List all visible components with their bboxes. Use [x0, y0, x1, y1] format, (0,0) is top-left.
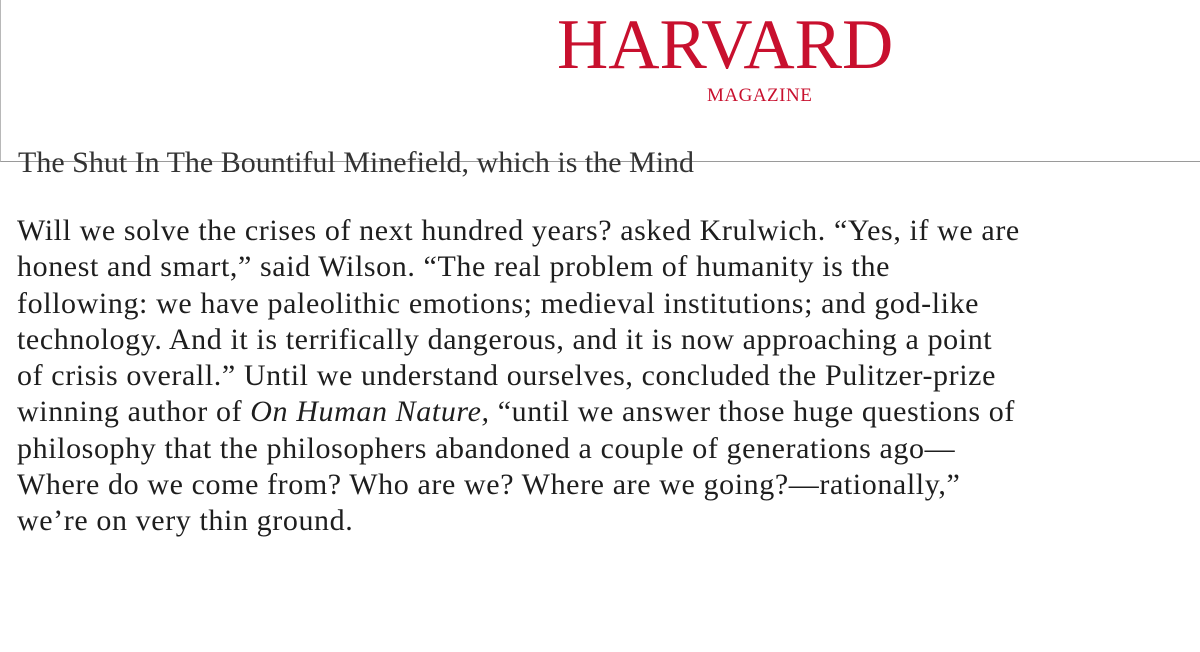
article-line: Where do we come from? Who are we? Where are we going?—rationally,” [17, 468, 961, 502]
article-line: of crisis overall.” Until we understand ourselves, concluded the Pulitzer-prize [17, 359, 996, 393]
book-title: On Human Nature, [250, 395, 490, 429]
article-line: philosophy that the philosophers abandoned a couple of generations ago— [17, 431, 956, 465]
logo-title: HARVARD [557, 6, 894, 84]
article-line: we’re on very thin ground. [17, 504, 354, 538]
article-line: honest and smart,” said Wilson. “The real problem of humanity is the [17, 250, 891, 284]
article-line: technology. And it is terrifically dangerous, and it is now approaching a point [17, 322, 993, 356]
logo-subtitle: MAGAZINE [707, 85, 813, 106]
harvard-magazine-logo[interactable] [557, 6, 997, 106]
cutoff-text-line: The Shut In The Bountiful Minefield, which is the Mind [18, 146, 695, 179]
article-paragraph [17, 213, 1189, 540]
article-line: following: we have paleolithic emotions; medieval institutions; and god-like [17, 286, 980, 320]
article-line: Will we solve the crises of next hundred years? asked Krulwich. “Yes, if we are [17, 214, 1020, 247]
site-header [0, 0, 1200, 179]
article-line: winning author of On Human Nature, “until we answer those huge questions of [17, 395, 1015, 429]
